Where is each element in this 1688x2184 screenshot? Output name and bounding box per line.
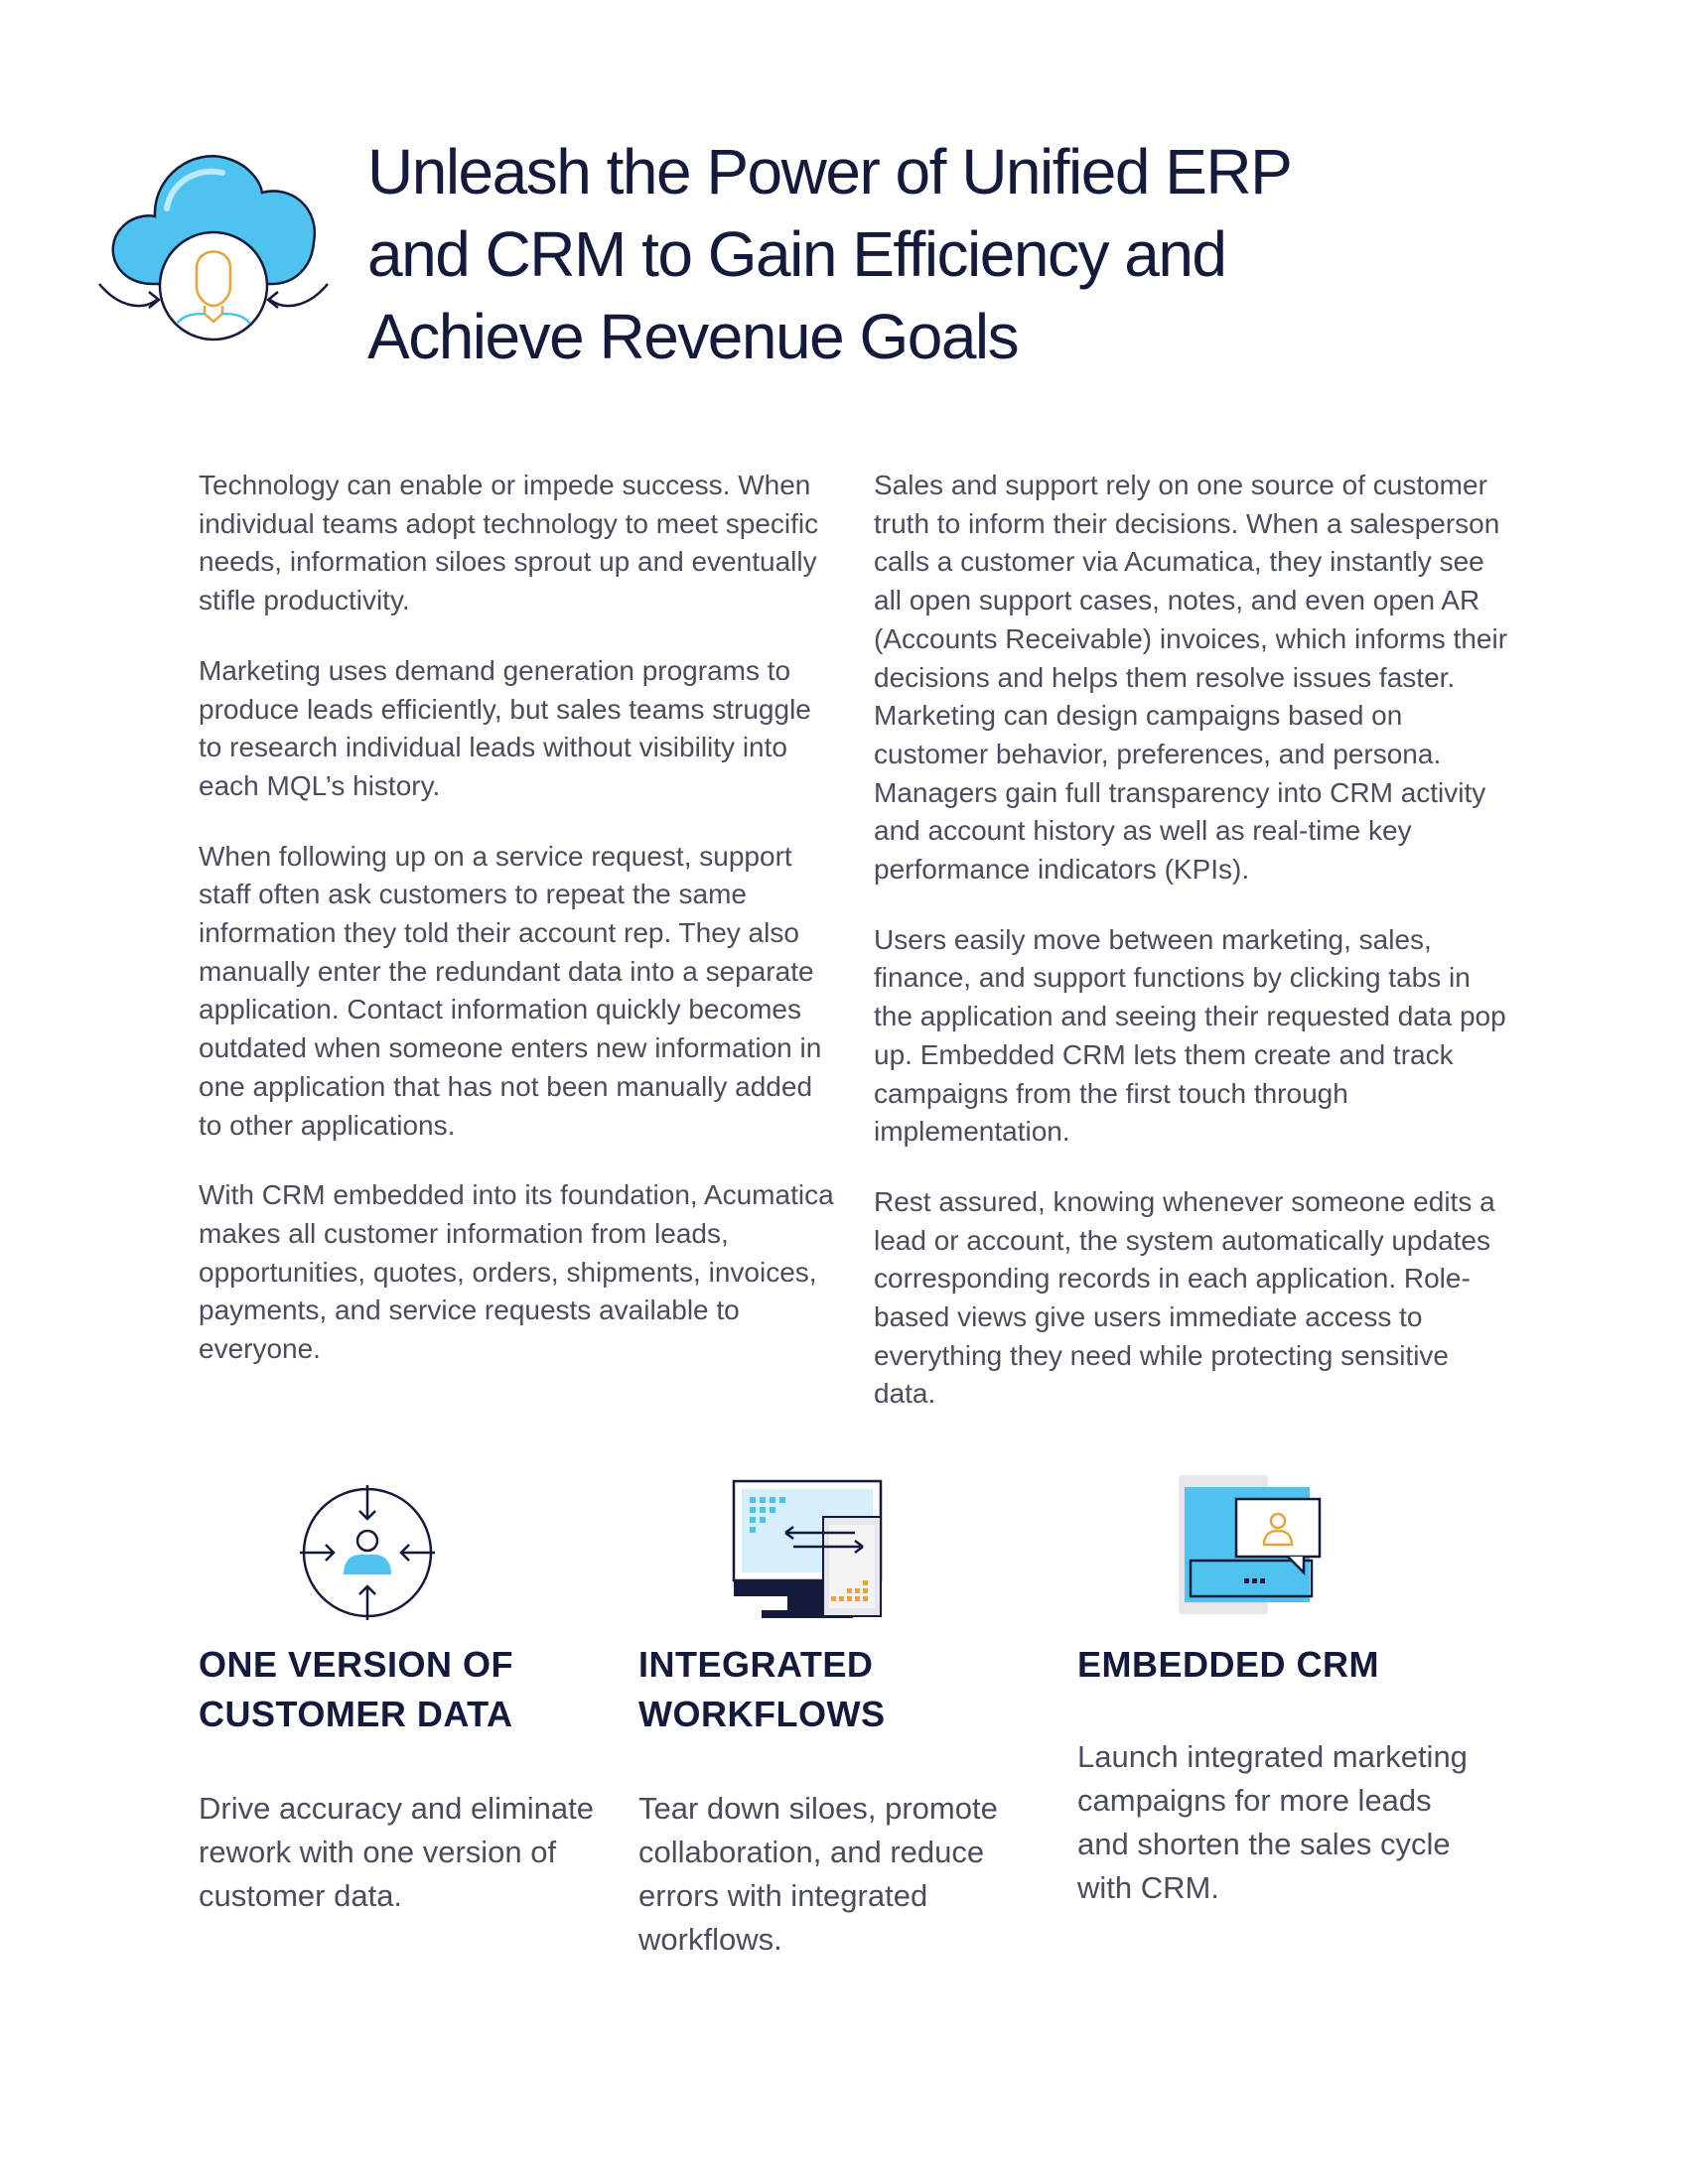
feature-description: Launch integrated marketing campaigns for more leads and shorten the sales cycle with CRM.: [1077, 1739, 1468, 1905]
title-line: Achieve Revenue Goals: [367, 301, 1019, 372]
paragraph: Technology can enable or impede success. When individual teams adopt technology to meet specific needs, information siloes sprout up and eventually stifle productivity.: [199, 470, 819, 616]
right-column: [874, 467, 1509, 1445]
workflow-devices-icon: [732, 1479, 885, 1620]
feature-heading: [199, 1640, 616, 1739]
heading-line: EMBEDDED CRM: [1077, 1644, 1380, 1685]
paragraph: Rest assured, knowing whenever someone edits a lead or account, the system automatically updates corresponding records in each application. Role-based views give users immediate access to everything they need while protecting sensitive data.: [874, 1185, 1495, 1410]
target-user-icon: [298, 1483, 437, 1622]
page-title: [367, 131, 1360, 378]
left-column: [199, 467, 834, 1445]
embedded-crm-icon: [1177, 1471, 1326, 1620]
paragraph: When following up on a service request, support staff often ask customers to repeat the same information they told their account rep. They also manually enter the redundant data into a separate application. Contact information quickly becomes outdated when someone enters new information in one application that has not been manually added to other applications.: [199, 840, 822, 1141]
paragraph: Users easily move between marketing, sales, finance, and support functions by clicking tabs in the application and seeing their requested data pop up. Embedded CRM lets them create and track campaigns from the first touch through implementation.: [874, 923, 1506, 1148]
heading-line: CUSTOMER DATA: [199, 1694, 513, 1734]
heading-line: ONE VERSION OF: [199, 1644, 514, 1685]
title-line: Unleash the Power of Unified ERP: [367, 136, 1292, 207]
paragraph: Marketing uses demand generation programs to produce leads efficiently, but sales teams struggle to research individual leads without visibility into each MQL’s history.: [199, 654, 811, 801]
heading-line: INTEGRATED: [638, 1644, 874, 1685]
title-line: and CRM to Gain Efficiency and: [367, 218, 1226, 290]
body-columns: [199, 467, 1509, 1445]
feature-description: Tear down siloes, promote collaboration, and reduce errors with integrated workflows.: [638, 1791, 998, 1957]
feature-heading: [1077, 1640, 1494, 1690]
feature-row: [199, 1479, 1509, 1976]
paragraph: With CRM embedded into its foundation, Acumatica makes all customer information from leads, opportunities, quotes, orders, shipments, invoices, payments, and service requests available to everyone.: [199, 1179, 834, 1365]
feature-description: Drive accuracy and eliminate rework with one version of customer data.: [199, 1791, 595, 1913]
heading-line: WORKFLOWS: [638, 1694, 886, 1734]
feature-heading: [638, 1640, 1055, 1739]
paragraph: Sales and support rely on one source of customer truth to inform their decisions. When a salesperson calls a customer via Acumatica, they instantly see all open support cases, notes, and even open AR (Accounts Receivable) invoices, which informs their decisions and helps them resolve issues faster. Marketing can design campaigns based on customer behavior, preferences, and persona. Managers gain full transparency into CRM activity and account history as well as real-time key performance indicators (KPIs).: [874, 470, 1508, 886]
cloud-user-icon: [97, 137, 330, 349]
